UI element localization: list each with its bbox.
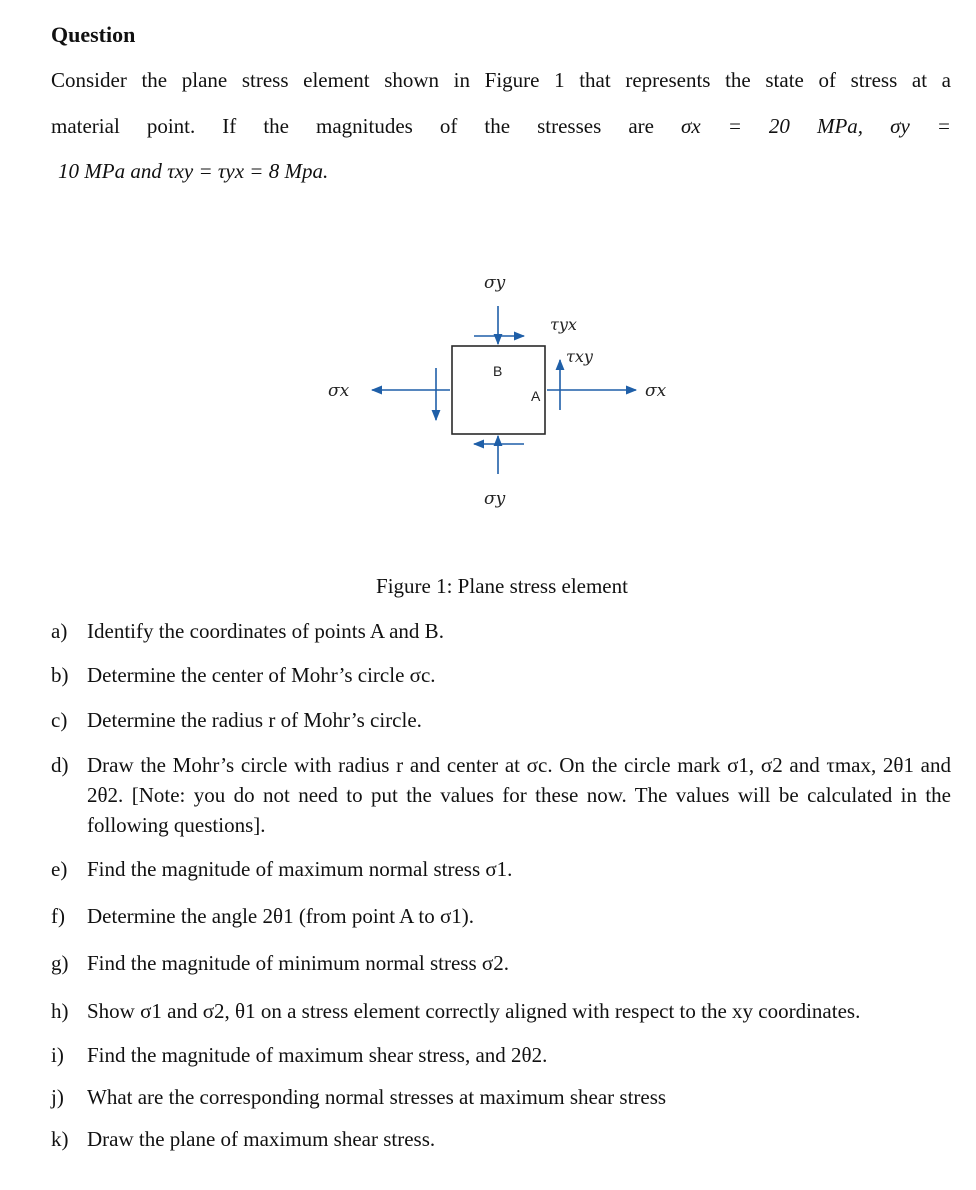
label-point-a: A [531,388,541,404]
question-text: Determine the angle 2θ1 (from point A to σ1). [87,904,475,928]
question-label: j) [51,1085,64,1109]
label-sigma-x-left: σx [328,381,350,401]
question-heading: Question [51,22,136,47]
question-text: Draw the plane of maximum shear stress. [87,1127,436,1151]
question-a [51,616,951,646]
question-text: Find the magnitude of minimum normal stress σ2. [87,951,509,975]
question-label: d) [51,753,69,777]
question-label: b) [51,663,69,687]
label-point-b: B [493,363,503,379]
question-text: Find the magnitude of maximum shear stress, and 2θ2. [87,1043,548,1067]
question-text: Determine the center of Mohr’s circle σc. [87,663,436,687]
question-label: h) [51,999,69,1023]
question-text: What are the corresponding normal stresses at maximum shear stress [87,1085,667,1109]
question-k [51,1124,951,1154]
question-label: e) [51,857,68,881]
intro-line-2-text: material point. If the magnitudes of the stresses are [51,114,654,138]
label-tau-xy: τxy [566,347,593,366]
question-i [51,1040,951,1070]
question-label: f) [51,904,65,928]
question-h [51,996,951,1026]
question-text: Determine the radius r of Mohr’s circle. [87,708,422,732]
question-b [51,660,951,690]
stress-element-diagram [300,260,720,530]
intro-line-2-math: σx = 20 MPa, σy = [681,114,951,138]
figure-caption: Figure 1: Plane stress element [376,574,628,598]
label-sigma-x-right: σx [645,381,667,401]
question-label: g) [51,951,69,975]
question-text: Show σ1 and σ2, θ1 on a stress element correctly aligned with respect to the xy coordinates. [87,999,861,1023]
question-label: i) [51,1043,64,1067]
question-e [51,854,951,884]
question-j [51,1082,951,1112]
label-sigma-y-top: σy [484,273,506,293]
question-text: Find the magnitude of maximum normal stress σ1. [87,857,513,881]
question-f [51,901,951,931]
label-tau-yx: τyx [550,315,577,334]
intro-line-2 [51,116,951,137]
question-c [51,705,951,735]
question-label: c) [51,708,68,732]
question-label: a) [51,619,68,643]
intro-line-3: 10 MPa and τxy = τyx = 8 Mpa. [58,159,329,183]
question-g [51,948,951,978]
question-label: k) [51,1127,69,1151]
stress-element-figure [300,260,720,530]
question-text: Draw the Mohr’s circle with radius r and center at σc. On the circle mark σ1, σ2 and τmax, 2θ1 and 2θ2. [Note: you do not need to put the values for these now. The values will be calculated in the following questions]. [87,753,951,837]
question-text: Identify the coordinates of points A and B. [87,619,444,643]
question-d [51,750,951,840]
label-sigma-y-bottom: σy [484,489,506,509]
intro-line-1: Consider the plane stress element shown in Figure 1 that represents the state of stress at a [51,68,951,92]
